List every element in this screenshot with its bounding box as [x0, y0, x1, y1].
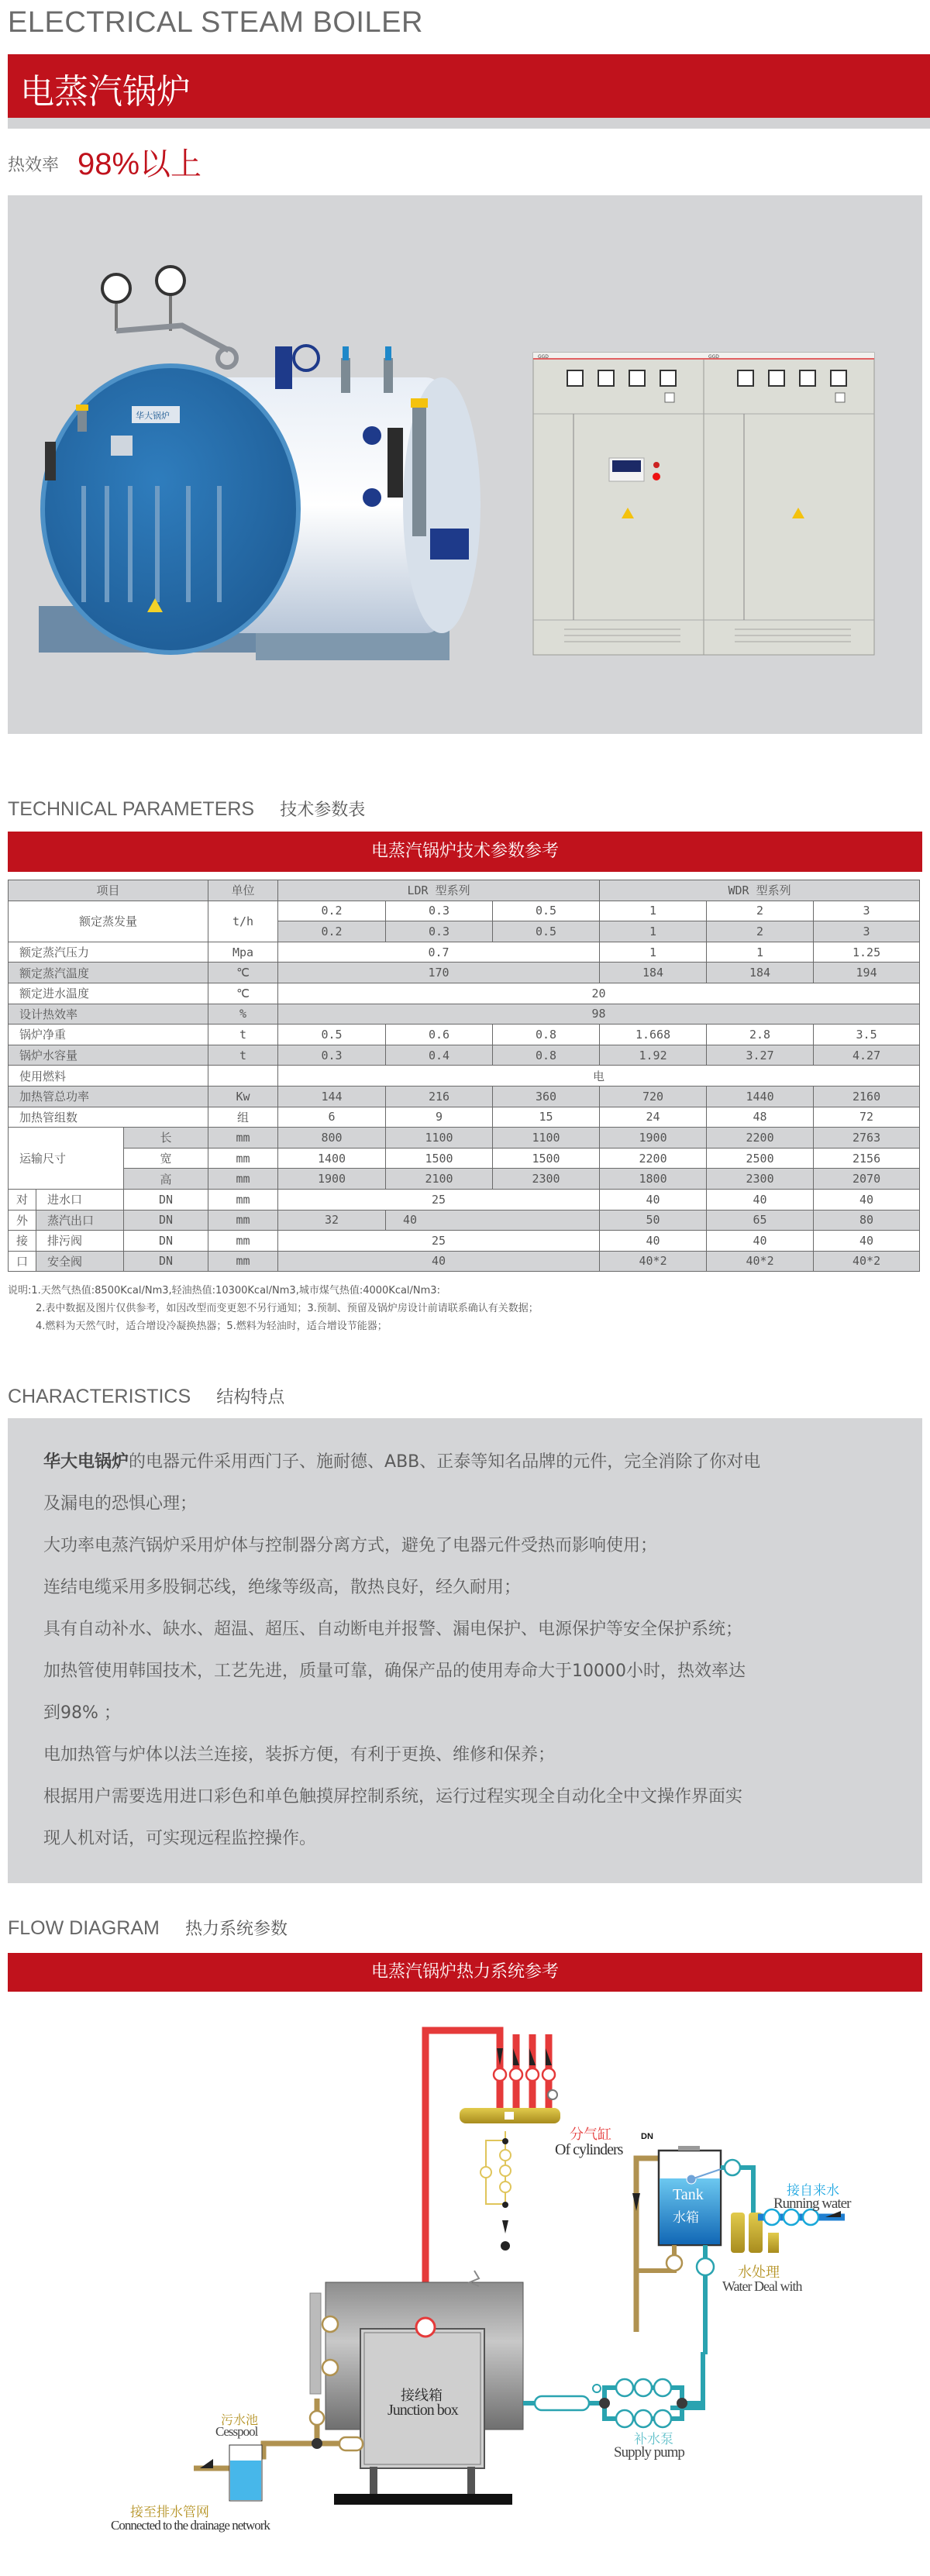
cell: 40*2 — [707, 1251, 814, 1272]
cell: 32 — [278, 1210, 386, 1231]
row-dn: DN — [124, 1210, 208, 1231]
feature-text: 的电器元件采用西门子、施耐德、ABB、正泰等知名品牌的元件，完全消除了你对电 — [129, 1452, 761, 1472]
cell: 0.3 — [386, 921, 493, 942]
cell: 40 — [386, 1210, 600, 1231]
level-gauge — [310, 2293, 321, 2394]
cell: 1.92 — [600, 1045, 707, 1066]
product-photo-illustration — [8, 195, 922, 734]
cell: 0.2 — [278, 921, 386, 942]
cell: 4.27 — [814, 1045, 920, 1066]
cell: 2160 — [814, 1086, 920, 1107]
drain-pipe — [636, 2158, 659, 2332]
table-header-row — [9, 880, 920, 901]
page-title-en: ELECTRICAL STEAM BOILER — [8, 6, 423, 39]
row-label: 额定蒸汽压力 — [9, 942, 208, 963]
header-unit: 单位 — [208, 880, 278, 901]
row-unit: mm — [208, 1148, 278, 1169]
cell: 0.2 — [278, 901, 386, 921]
table-row — [9, 901, 920, 921]
ports-group-char: 口 — [9, 1251, 36, 1272]
row-dn: DN — [124, 1251, 208, 1272]
valve-icon — [666, 2255, 682, 2271]
row-unit: mm — [208, 1210, 278, 1231]
tech-section-title-en: TECHNICAL PARAMETERS — [8, 798, 255, 820]
cell: 1100 — [493, 1128, 600, 1149]
row-unit — [208, 1066, 278, 1087]
cell: 800 — [278, 1128, 386, 1149]
table-row — [9, 1004, 920, 1025]
cell: 360 — [493, 1086, 600, 1107]
row-unit: t — [208, 1045, 278, 1066]
cell: 3 — [814, 901, 920, 921]
cell: 1 — [707, 942, 814, 963]
row-label: 蒸汽出口 — [36, 1210, 124, 1231]
row-label: 排污阀 — [36, 1231, 124, 1252]
cell: 电 — [278, 1066, 920, 1087]
cell: 1 — [600, 901, 707, 921]
brand-name: 华大电锅炉 — [43, 1452, 129, 1472]
row-unit: mm — [208, 1231, 278, 1252]
cell: 0.6 — [386, 1025, 493, 1045]
row-label: 使用燃料 — [9, 1066, 208, 1087]
row-dn: DN — [124, 1189, 208, 1210]
row-unit: mm — [208, 1169, 278, 1190]
table-row — [9, 963, 920, 983]
feature-paragraph: 到98% ； — [43, 1703, 121, 1723]
banner-underline — [8, 118, 930, 129]
cell: 184 — [600, 963, 707, 983]
row-label: 运输尺寸 — [9, 1128, 124, 1190]
cell: 6 — [278, 1107, 386, 1128]
ports-group-char: 接 — [9, 1231, 36, 1252]
feature-paragraph: 根据用户需要选用进口彩色和单色触摸屏控制系统，运行过程实现全自动化全中文操作界面实 — [43, 1787, 743, 1806]
flow-heading — [8, 1916, 288, 1940]
cell: 0.8 — [493, 1025, 600, 1045]
tech-table-title-bar: 电蒸汽锅炉技术参数参考 — [8, 832, 922, 872]
cell: 0.5 — [493, 921, 600, 942]
row-unit: % — [208, 1004, 278, 1025]
row-label: 额定进水温度 — [9, 983, 208, 1004]
label-water-treatment-en: Water Deal with — [722, 2278, 802, 2294]
valve-icon — [416, 2318, 435, 2337]
cell: 1800 — [600, 1169, 707, 1190]
table-row — [9, 1231, 920, 1252]
cell: 2200 — [600, 1148, 707, 1169]
header-item: 项目 — [9, 880, 208, 901]
feature-paragraph: 及漏电的恐惧心理； — [43, 1494, 198, 1514]
table-row — [9, 1169, 920, 1190]
table-row — [9, 1128, 920, 1149]
label-cesspool-en: Cesspool — [215, 2424, 258, 2439]
cell: 2200 — [707, 1128, 814, 1149]
note-line: 2.表中数据及图片仅供参考，如因改型而变更恕不另行通知；3.预制、预留及锅炉房设计前请联系确认有关数据； — [36, 1303, 539, 1314]
table-row — [9, 1251, 920, 1272]
feature-paragraph: 加热管使用韩国技术，工艺先进，质量可靠，确保产品的使用寿命大于10000小时，热效率达 — [43, 1662, 746, 1681]
note-line: 4.燃料为天然气时，适合增设冷凝换热器；5.燃料为轻油时，适合增设节能器； — [36, 1321, 388, 1332]
pressure-gauge-icon — [593, 2385, 601, 2392]
label-running-water-cn: 接自来水 — [787, 2183, 839, 2199]
cell: 3 — [814, 921, 920, 942]
cell: 9 — [386, 1107, 493, 1128]
valve-icon — [339, 2437, 363, 2450]
cell: 2100 — [386, 1169, 493, 1190]
label-dn: DN — [641, 2132, 653, 2141]
filter-icon — [535, 2396, 589, 2410]
cabinet-label: GGD — [708, 354, 719, 360]
table-row — [9, 1107, 920, 1128]
cell: 25 — [278, 1189, 600, 1210]
label-cesspool-cn: 污水池 — [221, 2412, 259, 2427]
row-sublabel: 高 — [124, 1169, 208, 1190]
cabinet-label: GGD — [538, 354, 549, 360]
pressure-gauge — [102, 274, 130, 302]
cell: 184 — [707, 963, 814, 983]
table-row — [9, 942, 920, 963]
cell: 24 — [600, 1107, 707, 1128]
header-ldr: LDR 型系列 — [278, 880, 600, 901]
table-row — [9, 1148, 920, 1169]
row-unit: Kw — [208, 1086, 278, 1107]
cell: 194 — [814, 963, 920, 983]
flow-title-bar: 电蒸汽锅炉热力系统参考 — [8, 1953, 922, 1992]
characteristics-box — [8, 1418, 922, 1883]
table-row — [9, 1189, 920, 1210]
row-unit: 组 — [208, 1107, 278, 1128]
note-line: 说明:1.天然气热值:8500Kcal/Nm3,轻油热值:10300Kcal/Nm3,城市煤气热值:4000Kcal/Nm3: — [8, 1285, 440, 1297]
cell: 2156 — [814, 1148, 920, 1169]
label-tank-en: Tank — [673, 2186, 704, 2203]
cell: 2 — [707, 901, 814, 921]
flow-diagram — [0, 2003, 930, 2576]
cell: 40 — [600, 1189, 707, 1210]
cell: 1100 — [386, 1128, 493, 1149]
cell: 170 — [278, 963, 600, 983]
row-sublabel: 长 — [124, 1128, 208, 1149]
table-row — [9, 983, 920, 1004]
feature-paragraph: 大功率电蒸汽锅炉采用炉体与控制器分离方式，避免了电器元件受热而影响使用； — [43, 1536, 658, 1555]
row-label: 加热管总功率 — [9, 1086, 208, 1107]
cell: 20 — [278, 983, 920, 1004]
row-dn: DN — [124, 1231, 208, 1252]
cell: 40 — [278, 1251, 600, 1272]
cell: 1 — [600, 921, 707, 942]
cell: 25 — [278, 1231, 600, 1252]
row-unit: ℃ — [208, 963, 278, 983]
cell: 40*2 — [814, 1251, 920, 1272]
pressure-gauge-icon — [548, 2090, 557, 2099]
feature-paragraph: 具有自动补水、缺水、超温、超压、自动断电并报警、漏电保护、电源保护等安全保护系统； — [43, 1620, 743, 1639]
cell: 216 — [386, 1086, 493, 1107]
characteristics-title-cn: 结构特点 — [216, 1388, 285, 1407]
row-label: 进水口 — [36, 1189, 124, 1210]
cell: 40 — [814, 1231, 920, 1252]
ports-group-char: 外 — [9, 1210, 36, 1231]
page-title-cn: 电蒸汽锅炉 — [20, 72, 191, 112]
characteristics-heading — [8, 1384, 284, 1408]
feature-paragraph — [43, 1441, 902, 1483]
row-unit: ℃ — [208, 983, 278, 1004]
row-unit: t/h — [208, 901, 278, 942]
cell: 2300 — [493, 1169, 600, 1190]
cell: 1440 — [707, 1086, 814, 1107]
row-label: 锅炉净重 — [9, 1025, 208, 1045]
row-label: 设计热效率 — [9, 1004, 208, 1025]
cell: 0.4 — [386, 1045, 493, 1066]
valve-icon — [310, 2411, 324, 2425]
table-row — [9, 1025, 920, 1045]
row-unit: mm — [208, 1128, 278, 1149]
label-supply-pump-cn: 补水泵 — [634, 2432, 673, 2447]
valve-wheel — [294, 346, 319, 370]
cell: 0.5 — [493, 901, 600, 921]
table-row — [9, 1210, 920, 1231]
tech-section-title-cn: 技术参数表 — [280, 801, 366, 820]
cell: 2300 — [707, 1169, 814, 1190]
cell: 48 — [707, 1107, 814, 1128]
row-unit: Mpa — [208, 942, 278, 963]
cell: 0.5 — [278, 1025, 386, 1045]
flow-arrow-icon — [497, 2048, 552, 2065]
label-cylinders-cn: 分气缸 — [570, 2127, 611, 2143]
row-unit: t — [208, 1025, 278, 1045]
row-sublabel: 宽 — [124, 1148, 208, 1169]
feature-paragraph: 电加热管与炉体以法兰连接，装拆方便，有利于更换、维修和保养； — [43, 1745, 556, 1765]
tech-params-table — [8, 880, 920, 1272]
cell: 72 — [814, 1107, 920, 1128]
pump-icon — [616, 2379, 671, 2427]
cell: 1 — [600, 942, 707, 963]
cell: 1900 — [600, 1128, 707, 1149]
cell: 0.3 — [278, 1045, 386, 1066]
cell: 1.668 — [600, 1025, 707, 1045]
cell: 40 — [707, 1231, 814, 1252]
flow-title-cn: 热力系统参数 — [184, 1920, 288, 1939]
efficiency-value: 98%以上 — [78, 147, 202, 181]
feature-paragraph: 现人机对话，可实现远程监控操作。 — [43, 1829, 317, 1848]
row-unit: mm — [208, 1189, 278, 1210]
row-label: 安全阀 — [36, 1251, 124, 1272]
feature-paragraph: 连结电缆采用多股铜芯线，绝缘等级高，散热良好，经久耐用； — [43, 1578, 522, 1597]
cell: 80 — [814, 1210, 920, 1231]
row-label: 加热管组数 — [9, 1107, 208, 1128]
cell: 3.5 — [814, 1025, 920, 1045]
table-row — [9, 1066, 920, 1087]
cell: 0.8 — [493, 1045, 600, 1066]
row-unit: mm — [208, 1251, 278, 1272]
row-label: 额定蒸汽温度 — [9, 963, 208, 983]
valve-icon — [494, 2068, 555, 2081]
label-junction-box-cn: 接线箱 — [401, 2388, 443, 2404]
cell: 1900 — [278, 1169, 386, 1190]
pressure-gauge — [157, 267, 184, 294]
label-tank-cn: 水箱 — [673, 2210, 699, 2226]
control-cabinet — [533, 353, 874, 655]
cell: 1.25 — [814, 942, 920, 963]
table-notes — [8, 1282, 539, 1335]
characteristics-title-en: CHARACTERISTICS — [8, 1386, 191, 1407]
cell: 1500 — [493, 1148, 600, 1169]
cell: 98 — [278, 1004, 920, 1025]
cell: 40*2 — [600, 1251, 707, 1272]
flow-title-en: FLOW DIAGRAM — [8, 1917, 160, 1939]
cell: 3.27 — [707, 1045, 814, 1066]
cell: 0.7 — [278, 942, 600, 963]
ports-group-char: 对 — [9, 1189, 36, 1210]
table-row — [9, 1086, 920, 1107]
label-drain-network-cn: 接至排水管网 — [130, 2505, 209, 2520]
label-water-treatment-cn: 水处理 — [738, 2264, 780, 2281]
cell: 2070 — [814, 1169, 920, 1190]
cell: 144 — [278, 1086, 386, 1107]
row-label: 锅炉水容量 — [9, 1045, 208, 1066]
cell: 65 — [707, 1210, 814, 1231]
cell: 1500 — [386, 1148, 493, 1169]
label-cylinders-en: Of cylinders — [555, 2141, 623, 2158]
header-wdr: WDR 型系列 — [600, 880, 920, 901]
cell: 50 — [600, 1210, 707, 1231]
cell: 0.3 — [386, 901, 493, 921]
cell: 40 — [600, 1231, 707, 1252]
label-junction-box-en: Junction box — [388, 2402, 458, 2419]
label-drain-network-en: Connected to the drainage network — [111, 2518, 270, 2533]
product-photo — [8, 195, 922, 734]
cell: 40 — [707, 1189, 814, 1210]
boiler-logo: 华大锅炉 — [136, 411, 170, 421]
efficiency-label: 热效率 — [8, 156, 60, 175]
tech-section-heading — [8, 797, 365, 821]
cell: 2 — [707, 921, 814, 942]
cell: 720 — [600, 1086, 707, 1107]
label-supply-pump-en: Supply pump — [614, 2444, 684, 2461]
cell: 2.8 — [707, 1025, 814, 1045]
label-running-water-en: Running water — [773, 2195, 851, 2212]
cell: 40 — [814, 1189, 920, 1210]
cell: 15 — [493, 1107, 600, 1128]
row-label: 额定蒸发量 — [9, 901, 208, 942]
cell: 2500 — [707, 1148, 814, 1169]
cell: 1400 — [278, 1148, 386, 1169]
table-row — [9, 1045, 920, 1066]
cell: 2763 — [814, 1128, 920, 1149]
